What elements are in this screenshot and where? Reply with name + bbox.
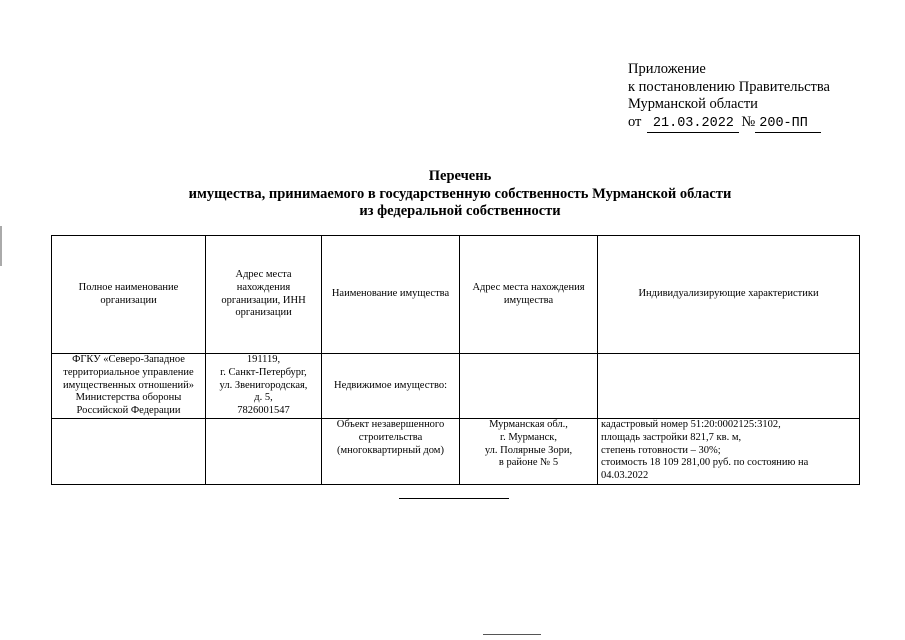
from-label: от <box>628 113 642 130</box>
cell-property-address: Мурманская обл., г. Мурманск, ул. Полярные Зори, в районе № 5 <box>460 418 598 484</box>
cell-property-category: Недвижимое имущество: <box>322 354 460 419</box>
number-sign: № <box>741 113 756 130</box>
title-line-3: из федеральной собственности <box>359 203 561 219</box>
header-property-address: Адрес места нахождения имущества <box>460 236 598 354</box>
table-row-organization <box>52 354 860 419</box>
table-header-row <box>52 236 860 354</box>
header-org-address: Адрес места нахождения организации, ИНН организации <box>206 236 322 354</box>
resolution-number: 200-ПП <box>755 115 821 134</box>
appendix-line-region: Мурманской области <box>628 96 758 112</box>
cell-org-name: ФГКУ «Северо-Западное территориальное управление имущественных отношений» Министерства обороны Российской Федерации <box>52 354 206 419</box>
cell-characteristics: кадастровый номер 51:20:0002125:3102, площадь застройки 821,7 кв. м, степень готовности – 30%; стоимость 18 109 281,00 руб. по состоянию на 04.03.2022 <box>598 418 860 484</box>
property-table <box>51 235 860 485</box>
cell-org-address: 191119, г. Санкт-Петербург, ул. Звенигородская, д. 5, 7826001547 <box>206 354 322 419</box>
header-org-name: Полное наименование организации <box>52 236 206 354</box>
resolution-date: 21.03.2022 <box>647 115 739 134</box>
cell-property-name: Объект незавершенного строительства (многоквартирный дом) <box>322 418 460 484</box>
header-property-name: Наименование имущества <box>322 236 460 354</box>
scan-edge-mark <box>0 226 2 266</box>
closing-separator-line <box>399 498 509 499</box>
scan-artifact-line <box>483 634 541 635</box>
appendix-block <box>628 61 830 133</box>
table-row-property <box>52 418 860 484</box>
appendix-title: Приложение <box>628 61 706 77</box>
document-title <box>60 168 860 221</box>
cell-characteristics-empty <box>598 354 860 419</box>
appendix-reference <box>628 114 830 134</box>
cell-org-name-empty <box>52 418 206 484</box>
header-characteristics: Индивидуализирующие характеристики <box>598 236 860 354</box>
title-line-2: имущества, принимаемого в государственную собственность Мурманской области <box>188 185 732 202</box>
appendix-line-resolution: к постановлению Правительства <box>628 78 830 95</box>
cell-property-address-empty <box>460 354 598 419</box>
cell-org-address-empty <box>206 418 322 484</box>
title-line-1: Перечень <box>428 168 492 184</box>
